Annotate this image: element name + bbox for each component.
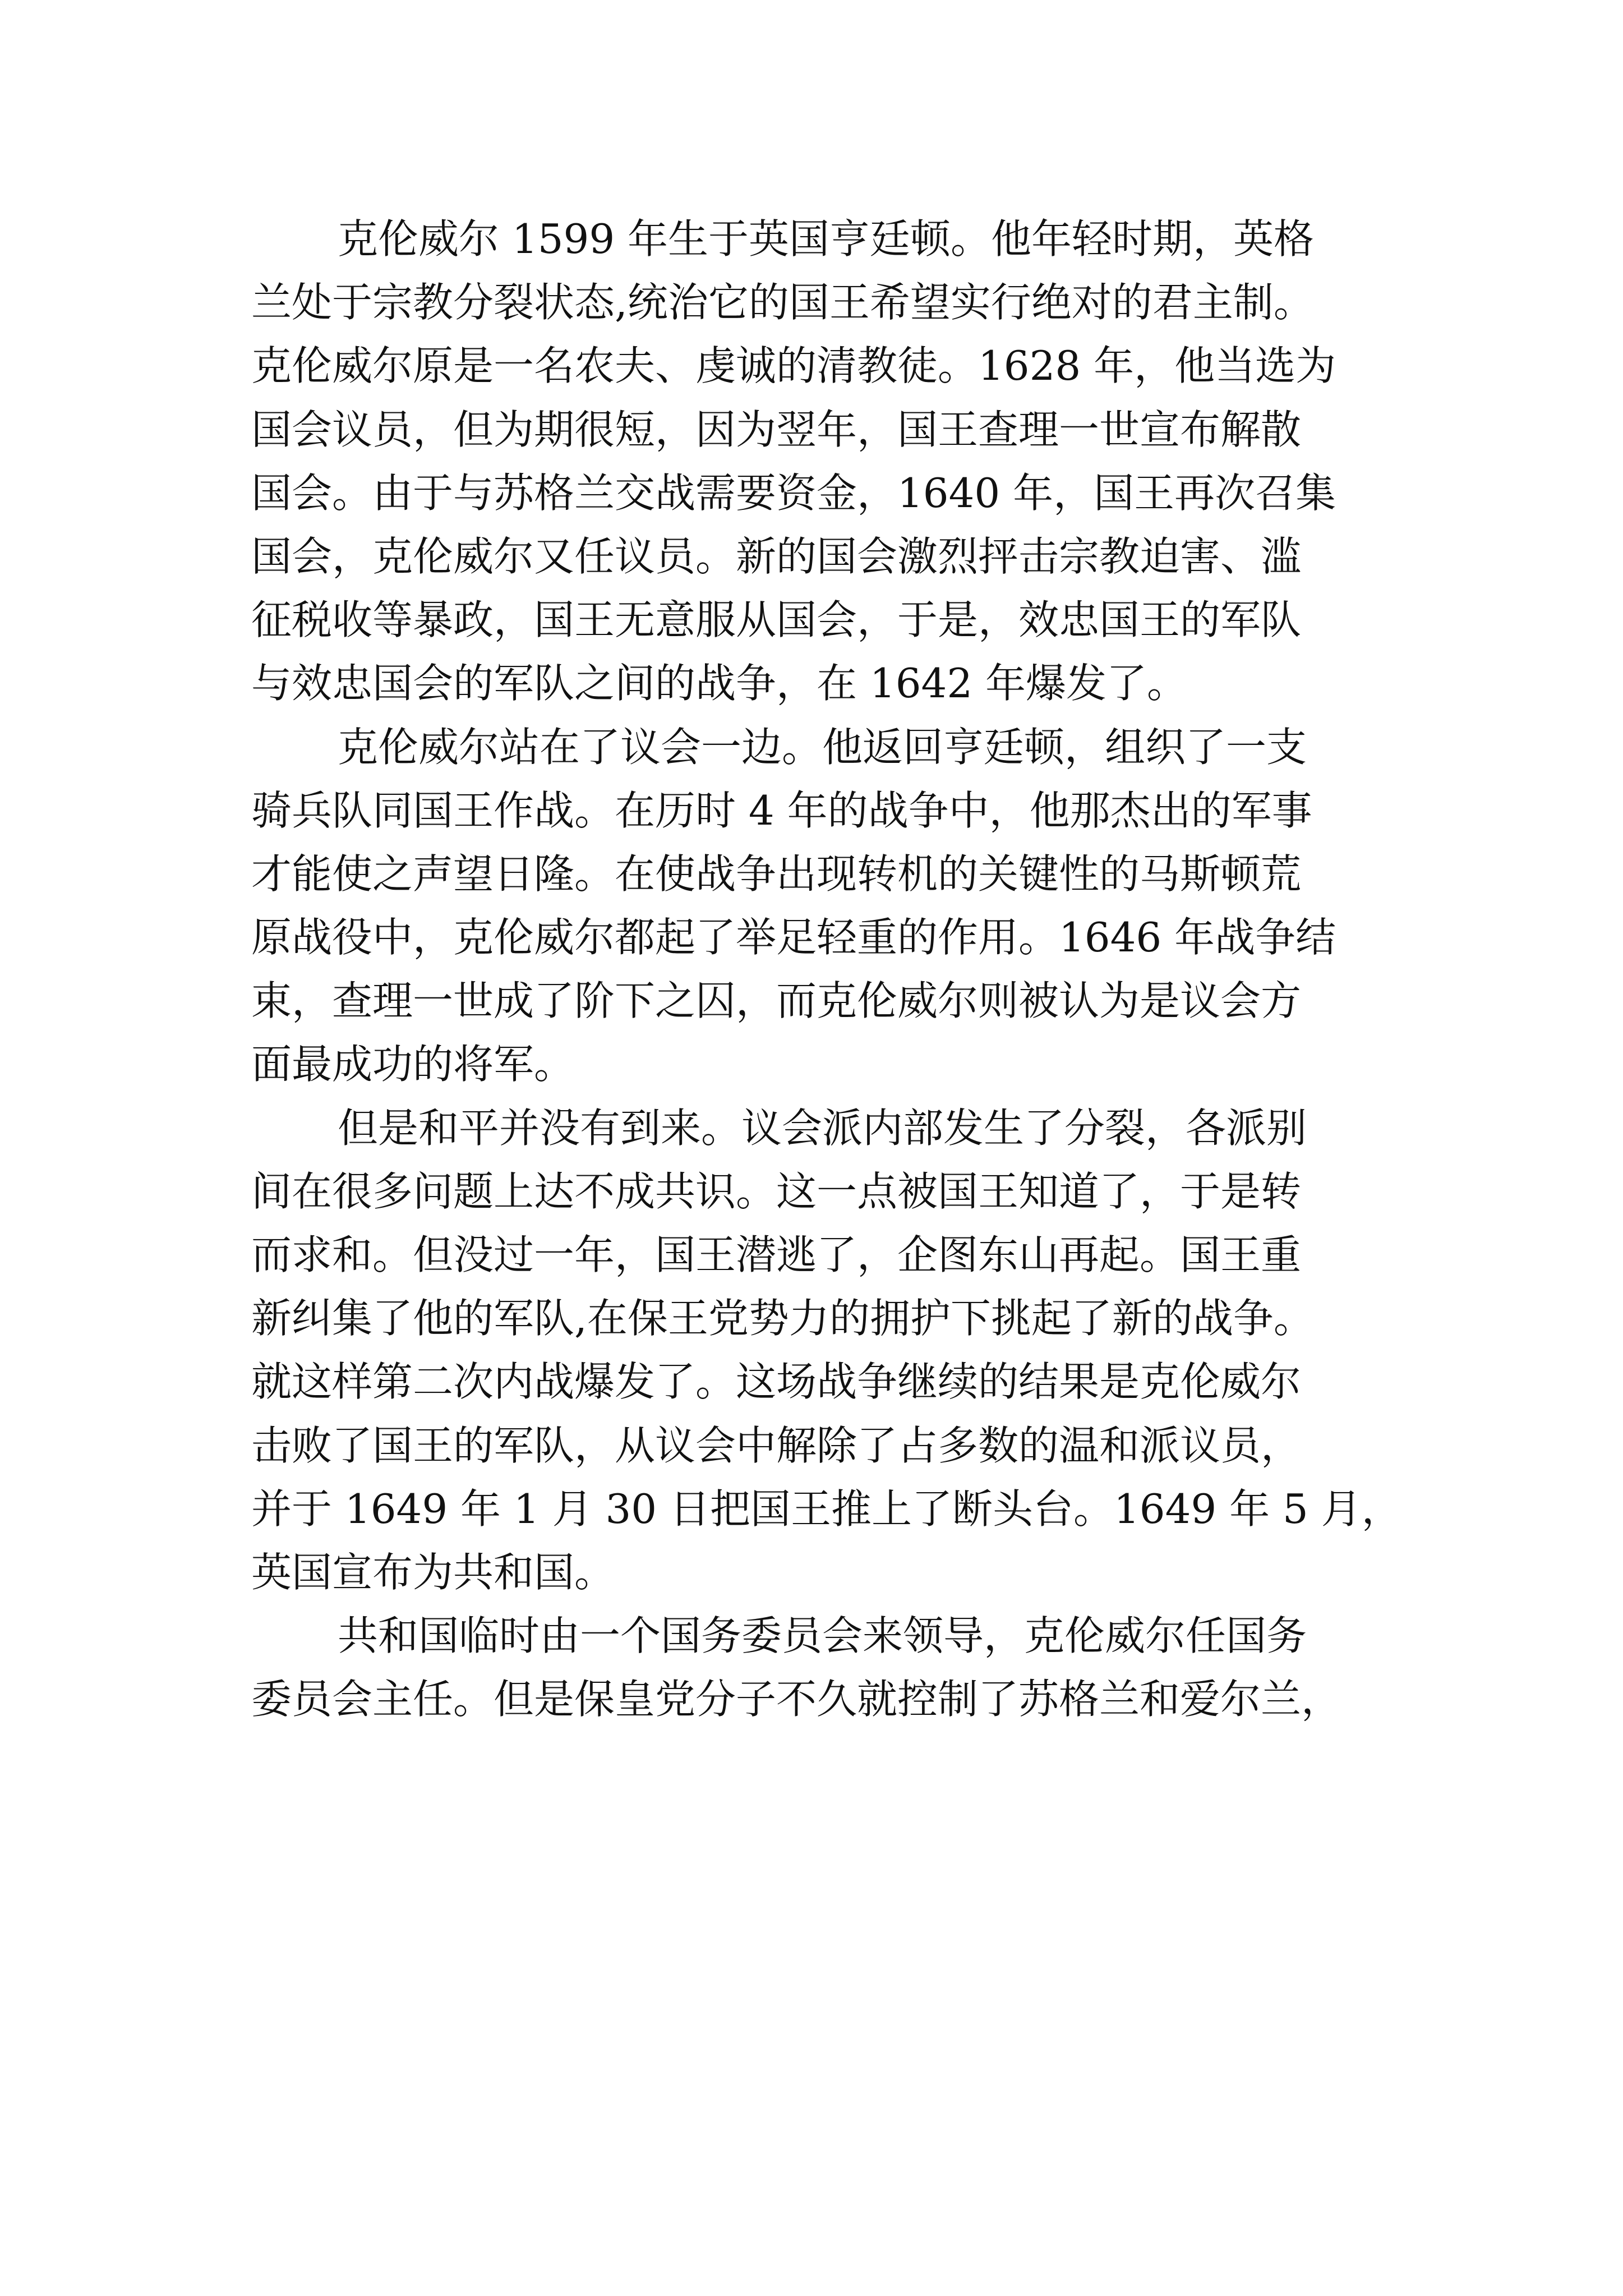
text-line: 就这样第二次内战爆发了。这场战争继续的结果是克伦威尔 [251, 1358, 1302, 1406]
text-line: 英国宣布为共和国。 [251, 1548, 615, 1596]
text-line: 委员会主任。但是保皇党分子不久就控制了苏格兰和爱尔兰， [251, 1676, 1342, 1723]
text-line: 束，查理一世成了阶下之囚，而克伦威尔则被认为是议会方 [251, 977, 1302, 1025]
text-line: 共和国临时由一个国务委员会来领导，克伦威尔任国务 [338, 1612, 1307, 1660]
text-line: 与效忠国会的军队之间的战争，在 1642 年爆发了。 [251, 660, 1188, 707]
text-line: 原战役中，克伦威尔都起了举足轻重的作用。1646 年战争结 [251, 914, 1336, 961]
text-line: 并于 1649 年 1 月 30 日把国王推上了断头台。1649 年 5 月， [251, 1485, 1402, 1533]
text-line: 国会。由于与苏格兰交战需要资金，1640 年，国王再次召集 [251, 469, 1336, 517]
text-line: 兰处于宗教分裂状态,统治它的国王希望实行绝对的君主制。 [251, 279, 1314, 326]
text-line: 克伦威尔 1599 年生于英国亨廷顿。他年轻时期，英格 [338, 215, 1315, 263]
text-line: 国会，克伦威尔又任议员。新的国会激烈抨击宗教迫害、滥 [251, 532, 1302, 580]
text-line: 但是和平并没有到来。议会派内部发生了分裂，各派别 [338, 1104, 1307, 1152]
text-line: 面最成功的将军。 [251, 1041, 575, 1088]
text-line: 间在很多问题上达不成共识。这一点被国王知道了，于是转 [251, 1167, 1302, 1215]
text-line: 克伦威尔原是一名农夫、虔诚的清教徒。1628 年，他当选为 [251, 342, 1336, 390]
text-line: 新纠集了他的军队,在保王党势力的拥护下挑起了新的战争。 [251, 1295, 1314, 1342]
text-line: 骑兵队同国王作战。在历时 4 年的战争中，他那杰出的军事 [251, 786, 1312, 834]
text-line: 才能使之声望日隆。在使战争出现转机的关键性的马斯顿荒 [251, 850, 1302, 898]
document-body [251, 208, 1402, 1732]
text-line: 而求和。但没过一年，国王潜逃了，企图东山再起。国王重 [251, 1231, 1302, 1278]
text-line: 击败了国王的军队，从议会中解除了占多数的温和派议员， [251, 1421, 1302, 1469]
text-line: 国会议员，但为期很短，因为翌年，国王查理一世宣布解散 [251, 406, 1302, 453]
text-line: 克伦威尔站在了议会一边。他返回亨廷顿，组织了一支 [338, 723, 1307, 771]
text-line: 征税收等暴政，国王无意服从国会，于是，效忠国王的军队 [251, 596, 1302, 644]
